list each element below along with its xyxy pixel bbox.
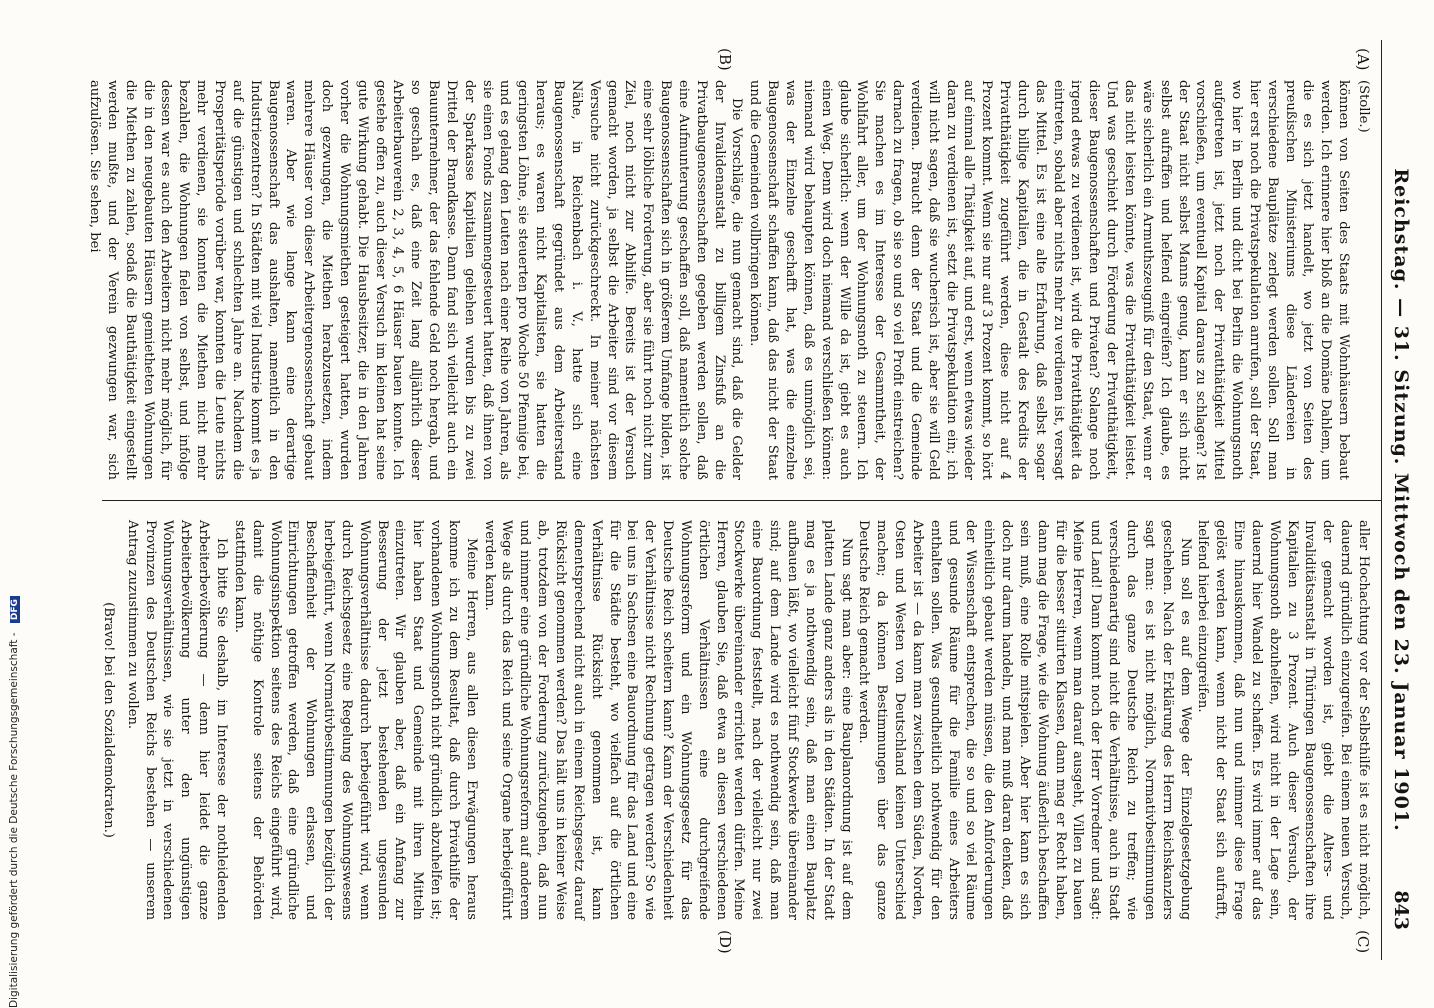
right-column — [99, 520, 1372, 920]
credit-label: Digitalisierung gefördert durch die Deutsche Forschungsgemeinschaft - — [8, 632, 20, 1008]
running-title: Reichstag. — 31. Sitzung. Mittwoch den 23. Januar 1901. — [1390, 168, 1412, 832]
speaker-name: (Stolle.) — [1356, 80, 1371, 133]
margin-marker-c: (C) — [1354, 930, 1372, 954]
margin-marker-d: (D) — [716, 930, 734, 954]
paragraph: können von Seiten des Staats mit Wohnhäusern bebaut werden. Ich erinnere hier bloß an die Domäne Dahlem, um die es sich jetzt handelt, wo jetzt von Seiten des preußischen Ministeriums diese Ländereien in verschiedene Bauplätze zerlegt werden sollen. Soll man hier erst noch die Privatspekulation anrufen, soll der Staat, wo hier in Berlin und dicht bei Berlin die Wohnungsnoth aufgetreten ist, jetzt noch der Privatthätigkeit Mittel vorschießen, um eventuell Kapital daraus zu schlagen? Ist der Staat nicht selbst Manns genug, kann er sich nicht selbst aufraffen und helfend eingreifen? Ich glaube, es wäre sicherlich ein Armuthszeugniß für den Staat, wenn er das nicht leisten könnte, was die Privatthätigkeit leistet. Und was geschieht durch Förderung der Privatthätigkeit, dieser Baugenossenschaften und Privaten? Solange noch irgend etwas zu verdienen ist, wird die Privatthätigkeit da eintreten, sobald aber nichts mehr zu verdienen ist, versagt das Mittel. Es ist eine alte Erfahrung, daß selbst sogar durch billige Kapitalien, die in Gestalt des Kredits der Privatthätigkeit zugeführt werden, diese nicht auf 4 Prozent kommt. Wenn sie nur auf 3 Prozent kommt, so hört auf einmal alle Thätigkeit auf, und erst, wenn etwas wieder daran zu verdienen ist, setzt die Privatspekulation ein; ich will nicht sagen, daß sie wucherisch ist, aber sie will Geld verdienen. Braucht denn der Staat und die Gemeinde darnach zu fragen, ob sie so und so viel Profit einstreichen? Sie machen es im Interesse der Gesammtheit, der Wohlfahrt aller, um der Wohnungsnoth zu steuern. Ich glaube sicherlich: wenn der Wille da ist, giebt es auch einen Weg. Denn wird doch niemand verschließen können: niemand wird behaupten können, daß es unmöglich sei, was der Einzelne geschafft hat, was die einzelne Baugenossenschaft schaffen kann, daß das nicht der Staat und die Gemeinden vollbringen können. — [747, 80, 1352, 480]
paragraph: Nun soll es auf dem Wege der Einzelgesetzgebung geschehen. Nach der Erklärung des Herrn Reichskanzlers sagt man: es ist nicht möglich, Normativbestimmungen durch das ganze Deutsche Reich zu treffen; wie verschiedenartig sind nicht die Verhältnisse, auch in Stadt und Land! Dann kommt noch der Herr Vorredner und sagt: Meine Herren, wenn man darauf ausgeht, Villen zu bauen für die besser situirten Klassen, dann mag er Recht haben, dann mag die Frage, wie die Wohnung äußerlich beschaffen sein muß, eine Rolle mitspielen. Aber hier kann es sich doch nur darum handeln, und man muß daran denken, daß einheitlich gebaut werden müssen, die den Anforderungen der Wissenschaft entsprechen, die so und so viel Räume und gesunde Räume für die Familie eines Arbeiters enthalten sollen. Was gesundheitlich nothwendig für den Arbeiter ist — da kann man zwischen dem Süden, Norden, Osten und Westen von Deutschland keinen Unterschied machen; da können Bestimmungen über das ganze Deutsche Reich gemacht werden. — [856, 520, 1193, 920]
paragraph: aller Hochachtung vor der Selbsthilfe ist es nicht möglich, dauernd gründlich einzugreifen. Bei einem neuen Versuch, der gemacht worden ist, giebt die Alters- und Invaliditätsanstalt in Thüringen Baugenossenschaften ihre Kapitalien zu 3 Prozent. Auch dieser Versuch, der Wohnungsnoth abzuhelfen, wird nicht in der Lage sein, dauernd hier Wandel zu schaffen. Es wird immer auf das Eine hinauskommen, daß nun und nimmer diese Frage gelöst werden kann, wenn nicht der Staat sich aufrafft, helfend hierbei einzugreifen. — [1195, 520, 1371, 920]
dfg-logo: DFG — [10, 596, 20, 623]
applause-note: (Bravo! bei den Sozialdemokraten.) — [100, 602, 116, 838]
column-divider — [102, 500, 1382, 501]
digitization-credit-text — [8, 596, 20, 1008]
left-column — [85, 80, 1372, 480]
page-header — [1386, 70, 1416, 930]
paragraph: Die Vorschläge, die nun gemacht sind, daß die Gelder der Invalidenanstalt zu billigem Zinsfuß an die Privatbaugenossenschaften gegeben werden sollen, daß eine Aufmunterung geschaffen soll, daß namentlich solche Baugenossenschaften sich in größerem Umfange bilden, ist eine sehr löbliche Forderung, aber sie führt noch nicht zum Ziel, noch nicht zur Abhilfe. Bereits ist der Versuch gemacht worden, ja selbst die Arbeiter sind vor diesem Versuche nicht zurückgeschreckt. In meiner nächsten Nähe, in Reichenbach i. V., hatte sich eine Baugenossenschaft gegründet aus dem Arbeiterstand heraus; es waren nicht Kapitalisten, sie hatten die geringsten Löhne, sie steuerten pro Woche 50 Pfennige bei, und es gelang den Leuten nach einer Reihe von Jahren, als sie einen Fonds zusammengesteuert hatten, daß ihnen von der Sparkasse Kapitalien geliehen wurden bis zu zwei Drittel der Brandkasse. Dann fand sich vielleicht auch ein Bauunternehmer, der das fehlende Geld noch hergab, und so geschah es, daß eine Zeit lang alljährlich dieser Arbeiterbauverein 2, 3, 4, 5, 6 Häuser bauen konnte. Ich gestehe offen zu, auch dieser Versuch im kleinen hat seine gute Wirkung gehabt. Die Hausbesitzer, die in den Jahren vorher die Wohnungsmiethen gesteigert hatten, wurden doch gezwungen, die Miethen herabzusetzen, indem mehrere Häuser von dieser Arbeitergenossenschaft gebaut waren. Aber wie lange kann eine derartige Baugenossenschaft das aushalten, namentlich in den Industriezentren? In Städten mit viel Industrie kommt es ja auf die günstigen und schlechten Jahre an. Nachdem die Prosperitätsperiode vorüber war, konnten die Leute nichts mehr verdienen, sie konnten die Miethen nicht mehr bezahlen, die Wohnungen fielen von selbst, und infolge dessen war es auch den Arbeitern nicht mehr möglich, für die in den neugebauten Häusern gemietheten Wohnungen die Miethen zu zahlen, sodaß die Bauthätigkeit eingestellt werden mußte, und der Verein gezwungen war, sich aufzulösen. Sie sehen, bei — [87, 80, 745, 480]
paragraph: Nun sagt man aber: eine Bauplanordnung ist auf dem platten Lande ganz anders als in den Städten. In der Stadt mag es ja nothwendig sein, daß man einen Bauplatz aufbauen läßt, wo vielleicht fünf Stockwerke übereinander sind; auf dem Lande wird es nothwendig sein, daß man eine Bauordnung feststellt, nach der vielleicht nur zwei Stockwerke übereinander errichtet werden dürfen. Meine Herren, glauben Sie, daß etwa an diesen verschiedenen örtlichen Verhältnissen eine durchgreifende Wohnungsreform und ein Wohnungsgesetz für das Deutsche Reich scheitern kann? Kann der Verschiedenheit der Verhältnisse nicht Rechnung getragen werden? So wie bei uns in Sachsen eine Bauordnung für das Land und eine für die Städte besteht, wo vielfach auf die örtlichen Verhältnisse Rücksicht genommen ist, kann dementsprechend nicht auch in einem Reichsgesetz darauf Rücksicht genommen werden? Das hält uns in keiner Weise ab, trotzdem von der Forderung zurückzugehen, daß nun und nimmer eine gründliche Wohnungsreform auf anderem Wege als durch das Reich und seine Organe herbeigeführt werden kann. — [481, 520, 854, 920]
paragraph: Ich bitte Sie deshalb, im Interesse der nothleidenden Arbeiterbevölkerung — denn hier leidet die ganze Arbeiterbevölkerung unter den ungünstigen Wohnungsverhältnissen, wie sie jetzt in verschiedenen Provinzen des Deutschen Reichs bestehen — unserem Antrag zuzustimmen zu wollen. — [124, 520, 229, 920]
margin-marker-b: (B) — [716, 48, 734, 71]
paragraph: Meine Herren, aus allen diesen Erwägungen heraus komme ich zu dem Resultat, daß durch Privathilfe der vorhandenen Wohnungsnoth nicht gründlich abzuhelfen ist; hier haben Staat und Gemeinde mit ihren Mitteln einzutreten. Wir glauben aber, daß ein Anfang zur Besserung der jetzt bestehenden ungesunden Wohnungsverhältnisse dadurch herbeigeführt wird, wenn durch Reichsgesetz eine Regelung des Wohnungswesens herbeigeführt, wenn Normativbestimmungen bezüglich der Beschaffenheit der Wohnungen erlassen, und Einrichtungen getroffen werden, daß eine gründliche Wohnungsinspektion seitens des Reichs eingeführt wird, damit die nöthige Kontrole seitens der Behörden stattfinden kann. — [231, 520, 479, 920]
page-number: 843 — [1390, 890, 1412, 930]
margin-marker-a: (A) — [1354, 48, 1372, 71]
